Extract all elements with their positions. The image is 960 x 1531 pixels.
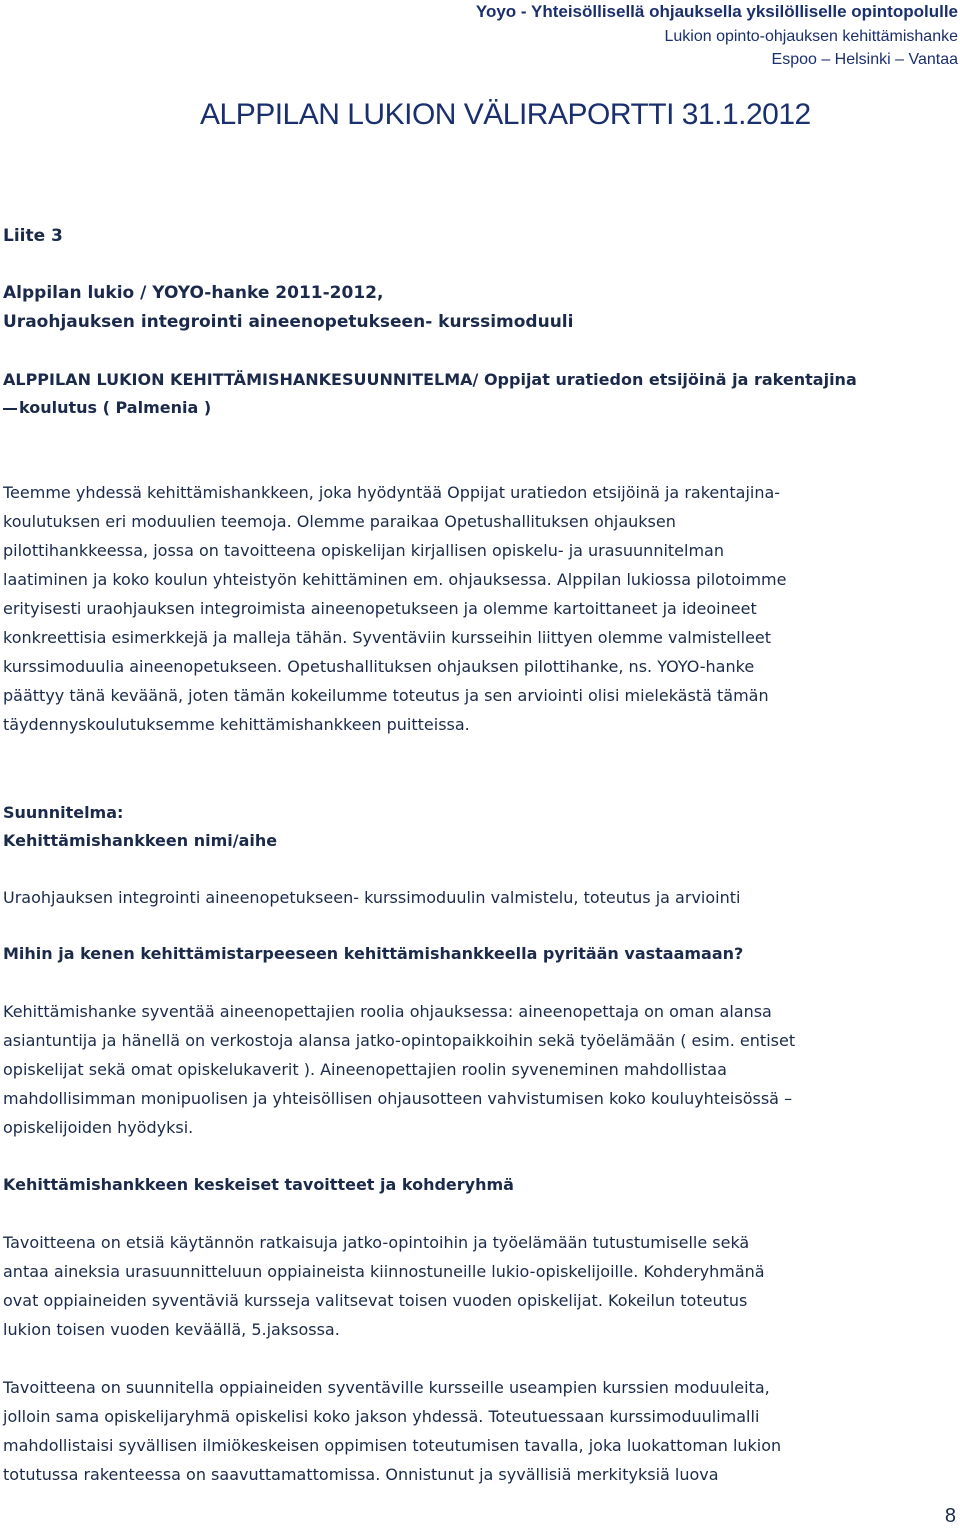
plan-title-line-1: ALPPILAN LUKION KEHITTÄMISHANKESUUNNITELMA/ Oppijat uratiedon etsijöinä ja rakentajina (3, 370, 857, 389)
paragraph-3 (3, 1228, 765, 1344)
goals-heading: Kehittämishankkeen keskeiset tavoitteet ja kohderyhmä (3, 1175, 514, 1194)
paragraph-line: opiskelijoiden hyödyksi. (3, 1118, 194, 1137)
paragraph-line: mahdollistaisi syvällisen ilmiökeskeisen oppimisen toteutumisen tavalla, joka luokattoman lukion (3, 1436, 782, 1455)
paragraph-line: antaa aineksia urasuunnitteluun oppiaineista kiinnostuneille lukio-opiskelijoille. Kohderyhmänä (3, 1262, 765, 1281)
paragraph-line: lukion toisen vuoden keväällä, 5.jaksossa. (3, 1320, 340, 1339)
paragraph-line: jolloin sama opiskelijaryhmä opiskelisi koko jakson yhdessä. Toteutuessaan kurssimoduulimalli (3, 1407, 760, 1426)
paragraph-4 (3, 1373, 781, 1489)
paragraph-line: mahdollisimman monipuolisen ja yhteisöllisen ohjausotteen vahvistumisen koko kouluyhteisössä – (3, 1089, 793, 1108)
paragraph-2 (3, 997, 795, 1142)
paragraph-line: totutussa rakenteessa on saavuttamattomissa. Onnistunut ja syvällisiä merkityksiä luova (3, 1465, 719, 1484)
project-subtitle: Lukion opinto-ohjauksen kehittämishanke (664, 28, 958, 45)
project-cities: Espoo – Helsinki – Vantaa (771, 51, 958, 68)
paragraph-line: Kehittämishanke syventää aineenopettajien roolia ohjauksessa: aineenopettaja on oman alansa (3, 1002, 772, 1021)
paragraph-line: erityisesti uraohjauksen integroimista aineenopetukseen ja olemme kartoittaneet ja ideoineet (3, 599, 757, 618)
report-title: ALPPILAN LUKION VÄLIRAPORTTI 31.1.2012 (200, 98, 811, 131)
paragraph-line: päättyy tänä keväänä, joten tämän kokeilumme toteutus ja sen arviointi olisi mielekästä tämän (3, 686, 769, 705)
paragraph-line: pilottihankkeessa, jossa on tavoitteena opiskelijan kirjallisen opiskelu- ja urasuunnitelman (3, 541, 724, 560)
page-number: 8 (944, 1505, 956, 1527)
paragraph-line: Tavoitteena on suunnitella oppiaineiden syventäville kursseille useampien kurssien moduuleita, (3, 1378, 770, 1397)
paragraph-line: Tavoitteena on etsiä käytännön ratkaisuja jatko-opintoihin ja työelämään tutustumiselle sekä (3, 1233, 750, 1252)
intro-line-2: Uraohjauksen integrointi aineenopetukseen- kurssimoduuli (3, 312, 574, 332)
paragraph-1 (3, 478, 786, 739)
project-title: Yoyo - Yhteisöllisellä ohjauksella yksilölliselle opintopolulle (475, 2, 958, 21)
plan-heading: Suunnitelma: (3, 803, 124, 822)
plan-title-line-2 (3, 398, 211, 417)
paragraph-line: Teemme yhdessä kehittämishankkeen, joka hyödyntää Oppijat uratiedon etsijöinä ja rakentajina- (3, 483, 781, 502)
dash-mark (3, 408, 17, 410)
intro-line-1: Alppilan lukio / YOYO-hanke 2011-2012, (3, 283, 384, 303)
name-text: Uraohjauksen integrointi aineenopetukseen- kurssimoduulin valmistelu, toteutus ja arviointi (3, 888, 741, 907)
paragraph-line: opiskelijat sekä omat opiskelukaverit ). Aineenopettajien roolin syveneminen mahdollistaa (3, 1060, 727, 1079)
paragraph-line: konkreettisia esimerkkejä ja malleja tähän. Syventäviin kursseihin liittyen olemme valmistelleet (3, 628, 772, 647)
name-heading: Kehittämishankkeen nimi/aihe (3, 831, 278, 850)
paragraph-line: kurssimoduulia aineenopetukseen. Opetushallituksen ohjauksen pilottihanke, ns. YOYO-hanke (3, 657, 755, 676)
needs-heading: Mihin ja kenen kehittämistarpeeseen kehittämishankkeella pyritään vastaamaan? (3, 944, 744, 963)
paragraph-line: ovat oppiaineiden syventäviä kursseja valitsevat toisen vuoden opiskelijat. Kokeilun toteutus (3, 1291, 748, 1310)
paragraph-line: asiantuntija ja hänellä on verkostoja alansa jatko-opintopaikkoihin sekä työelämään ( esim. entiset (3, 1031, 796, 1050)
plan-title-line-2-text: koulutus ( Palmenia ) (19, 398, 212, 417)
paragraph-line: laatiminen ja koko koulun yhteistyön kehittäminen em. ohjauksessa. Alppilan lukiossa pilotoimme (3, 570, 787, 589)
paragraph-line: täydennyskoulutuksemme kehittämishankkeen puitteissa. (3, 715, 470, 734)
paragraph-line: koulutuksen eri moduulien teemoja. Olemme paraikaa Opetushallituksen ohjauksen (3, 512, 676, 531)
appendix-label: Liite 3 (3, 226, 63, 246)
